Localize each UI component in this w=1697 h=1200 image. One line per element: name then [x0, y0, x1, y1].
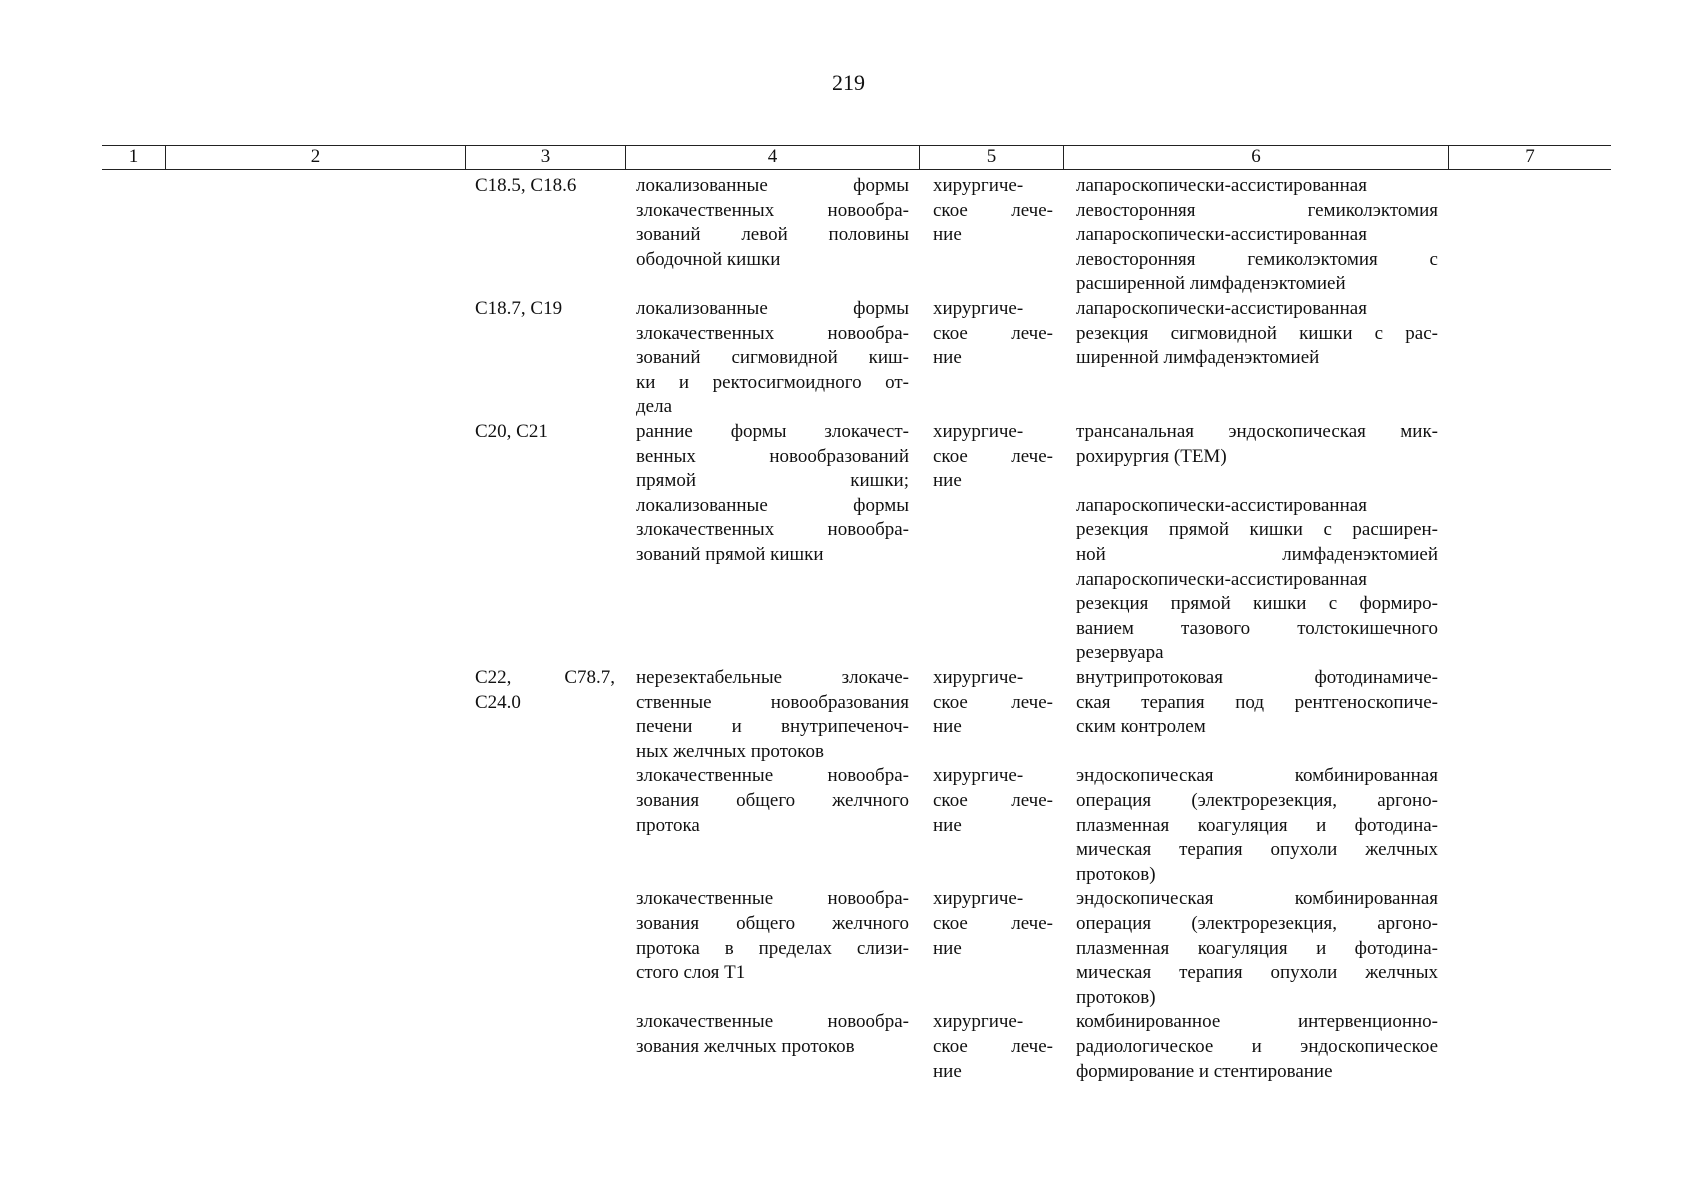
text-line: внутрипротоковая фотодинамиче-	[1076, 667, 1438, 688]
text-line: зований прямой кишки	[636, 543, 824, 565]
text-line: ская терапия под рентгеноскопиче-	[1076, 691, 1438, 713]
table-body	[0, 174, 1697, 1084]
text-line: зования общего желчного	[636, 789, 909, 811]
diagnosis-cell	[636, 174, 909, 272]
treatment-cell	[933, 174, 1053, 248]
text-line: протока	[636, 814, 700, 836]
text-line: ское лече-	[933, 445, 1053, 467]
text-line: злокачественных новообра-	[636, 519, 909, 541]
text-line: рохирургия (ТЕМ)	[1076, 445, 1227, 467]
code-cell	[475, 174, 615, 199]
text-line: ние	[933, 937, 962, 959]
column-header-4: 4	[626, 146, 920, 169]
text-line: лапароскопически-ассистированная	[1076, 494, 1367, 516]
text-line: формирование и стентирование	[1076, 1060, 1333, 1082]
text-line: зований сигмовидной киш-	[636, 347, 909, 369]
text-line: эндоскопическая комбинированная	[1076, 888, 1438, 910]
text-line: мическая терапия опухоли желчных	[1076, 839, 1438, 861]
text-line: ние	[933, 1060, 962, 1082]
text-line: C18.5, C18.6	[475, 175, 577, 196]
text-line: локализованные формы	[636, 298, 909, 319]
method-cell	[1076, 764, 1438, 887]
text-line: эндоскопическая комбинированная	[1076, 765, 1438, 787]
text-line: ободочной кишки	[636, 248, 781, 270]
treatment-cell	[933, 887, 1053, 961]
text-line: C18.7, C19	[475, 298, 563, 319]
diagnosis-cell	[636, 297, 909, 420]
diagnosis-cell	[636, 1010, 909, 1059]
text-line: хирургиче-	[933, 888, 1024, 910]
text-line: резекция прямой кишки с формиро-	[1076, 593, 1438, 615]
column-header-3: 3	[466, 146, 626, 169]
text-line: левосторонняя гемиколэктомия с	[1076, 248, 1438, 270]
text-line: плазменная коагуляция и фотодина-	[1076, 937, 1438, 959]
text-line: протоков)	[1076, 863, 1156, 885]
text-line: злокачественные новообра-	[636, 765, 909, 787]
text-line: резервуара	[1076, 642, 1164, 664]
text-line: зования желчных протоков	[636, 1035, 855, 1057]
text-line: операция (электрорезекция, аргоно-	[1076, 912, 1438, 934]
text-line: нерезектабельные злокаче-	[636, 667, 909, 688]
text-line: ных желчных протоков	[636, 740, 824, 762]
column-header-5: 5	[920, 146, 1064, 169]
text-line: ское лече-	[933, 1035, 1053, 1057]
column-header-7: 7	[1525, 146, 1535, 167]
diagnosis-cell	[636, 887, 909, 985]
text-line: ванием тазового толстокишечного	[1076, 617, 1438, 639]
text-line: ние	[933, 716, 962, 738]
code-cell	[475, 420, 615, 445]
text-line: левосторонняя гемиколэктомия	[1076, 199, 1438, 221]
code-cell	[475, 297, 615, 322]
text-line: ское лече-	[933, 199, 1053, 221]
text-line: хирургиче-	[933, 667, 1024, 688]
text-line: локализованные формы	[636, 175, 909, 196]
text-line: C24.0	[475, 691, 521, 713]
text-line: локализованные формы	[636, 494, 909, 516]
diagnosis-cell	[636, 764, 909, 838]
text-line: C20, C21	[475, 421, 548, 442]
text-line: злокачественных новообра-	[636, 199, 909, 221]
method-cell	[1076, 887, 1438, 1010]
method-cell	[1076, 297, 1438, 371]
method-cell	[1076, 420, 1438, 666]
text-line: ским контролем	[1076, 716, 1206, 738]
text-line: злокачественные новообра-	[636, 1011, 909, 1033]
text-line: резекция прямой кишки с расширен-	[1076, 519, 1438, 541]
text-line: C22, C78.7,	[475, 667, 615, 688]
text-line: расширенной лимфаденэктомией	[1076, 273, 1346, 295]
text-line: злокачественные новообра-	[636, 888, 909, 910]
text-line: ки и ректосигмоидного от-	[636, 371, 909, 393]
text-line: лапароскопически-ассистированная	[1076, 568, 1367, 590]
treatment-cell	[933, 420, 1053, 494]
text-line: лапароскопически-ассистированная	[1076, 298, 1367, 319]
text-line: зований левой половины	[636, 224, 909, 246]
text-line: хирургиче-	[933, 765, 1024, 787]
treatment-cell	[933, 1010, 1053, 1084]
text-line: ние	[933, 347, 962, 369]
text-line: печени и внутрипеченоч-	[636, 716, 909, 738]
text-line: протока в пределах слизи-	[636, 937, 909, 959]
text-line: венных новообразований	[636, 445, 909, 467]
column-header-6: 6	[1064, 146, 1449, 169]
text-line: операция (электрорезекция, аргоно-	[1076, 789, 1438, 811]
text-line: ское лече-	[933, 322, 1053, 344]
text-line: протоков)	[1076, 986, 1156, 1008]
text-line: трансанальная эндоскопическая мик-	[1076, 421, 1438, 442]
text-line: злокачественных новообра-	[636, 322, 909, 344]
table-row	[0, 174, 1697, 297]
table-row	[0, 666, 1697, 764]
text-line	[1076, 469, 1438, 494]
treatment-cell	[933, 666, 1053, 740]
code-cell	[475, 666, 615, 715]
table-row	[0, 297, 1697, 420]
diagnosis-cell	[636, 666, 909, 764]
text-line: ние	[933, 224, 962, 246]
table-row	[0, 764, 1697, 887]
text-line: хирургиче-	[933, 298, 1024, 319]
text-line: ское лече-	[933, 691, 1053, 713]
text-line: хирургиче-	[933, 175, 1024, 196]
text-line: ной лимфаденэктомией	[1076, 543, 1438, 565]
method-cell	[1076, 666, 1438, 740]
text-line: резекция сигмовидной кишки с рас-	[1076, 322, 1438, 344]
diagnosis-cell	[636, 420, 909, 568]
text-line: лапароскопически-ассистированная	[1076, 224, 1367, 246]
text-line: стого слоя T1	[636, 962, 746, 984]
text-line: лапароскопически-ассистированная	[1076, 175, 1367, 196]
treatment-cell	[933, 297, 1053, 371]
text-line: ние	[933, 470, 962, 492]
table-row	[0, 420, 1697, 666]
column-header-1: 1	[102, 146, 166, 169]
table-header-row	[102, 145, 1611, 170]
text-line: дела	[636, 396, 673, 418]
text-line: ширенной лимфаденэктомией	[1076, 347, 1320, 369]
text-line: ние	[933, 814, 962, 836]
treatment-cell	[933, 764, 1053, 838]
text-line: мическая терапия опухоли желчных	[1076, 962, 1438, 984]
table-row	[0, 887, 1697, 1010]
text-line: радиологическое и эндоскопическое	[1076, 1035, 1438, 1057]
text-line: зования общего желчного	[636, 912, 909, 934]
text-line: ственные новообразования	[636, 691, 909, 713]
text-line: плазменная коагуляция и фотодина-	[1076, 814, 1438, 836]
table-row	[0, 1010, 1697, 1084]
page-number: 219	[832, 70, 865, 95]
text-line: хирургиче-	[933, 1011, 1024, 1033]
text-line: ское лече-	[933, 789, 1053, 811]
method-cell	[1076, 174, 1438, 297]
method-cell	[1076, 1010, 1438, 1084]
text-line: комбинированное интервенционно-	[1076, 1011, 1438, 1033]
text-line: хирургиче-	[933, 421, 1024, 442]
text-line: ское лече-	[933, 912, 1053, 934]
text-line: ранние формы злокачест-	[636, 421, 909, 442]
column-header-2: 2	[166, 146, 466, 169]
text-line: прямой кишки;	[636, 470, 909, 492]
